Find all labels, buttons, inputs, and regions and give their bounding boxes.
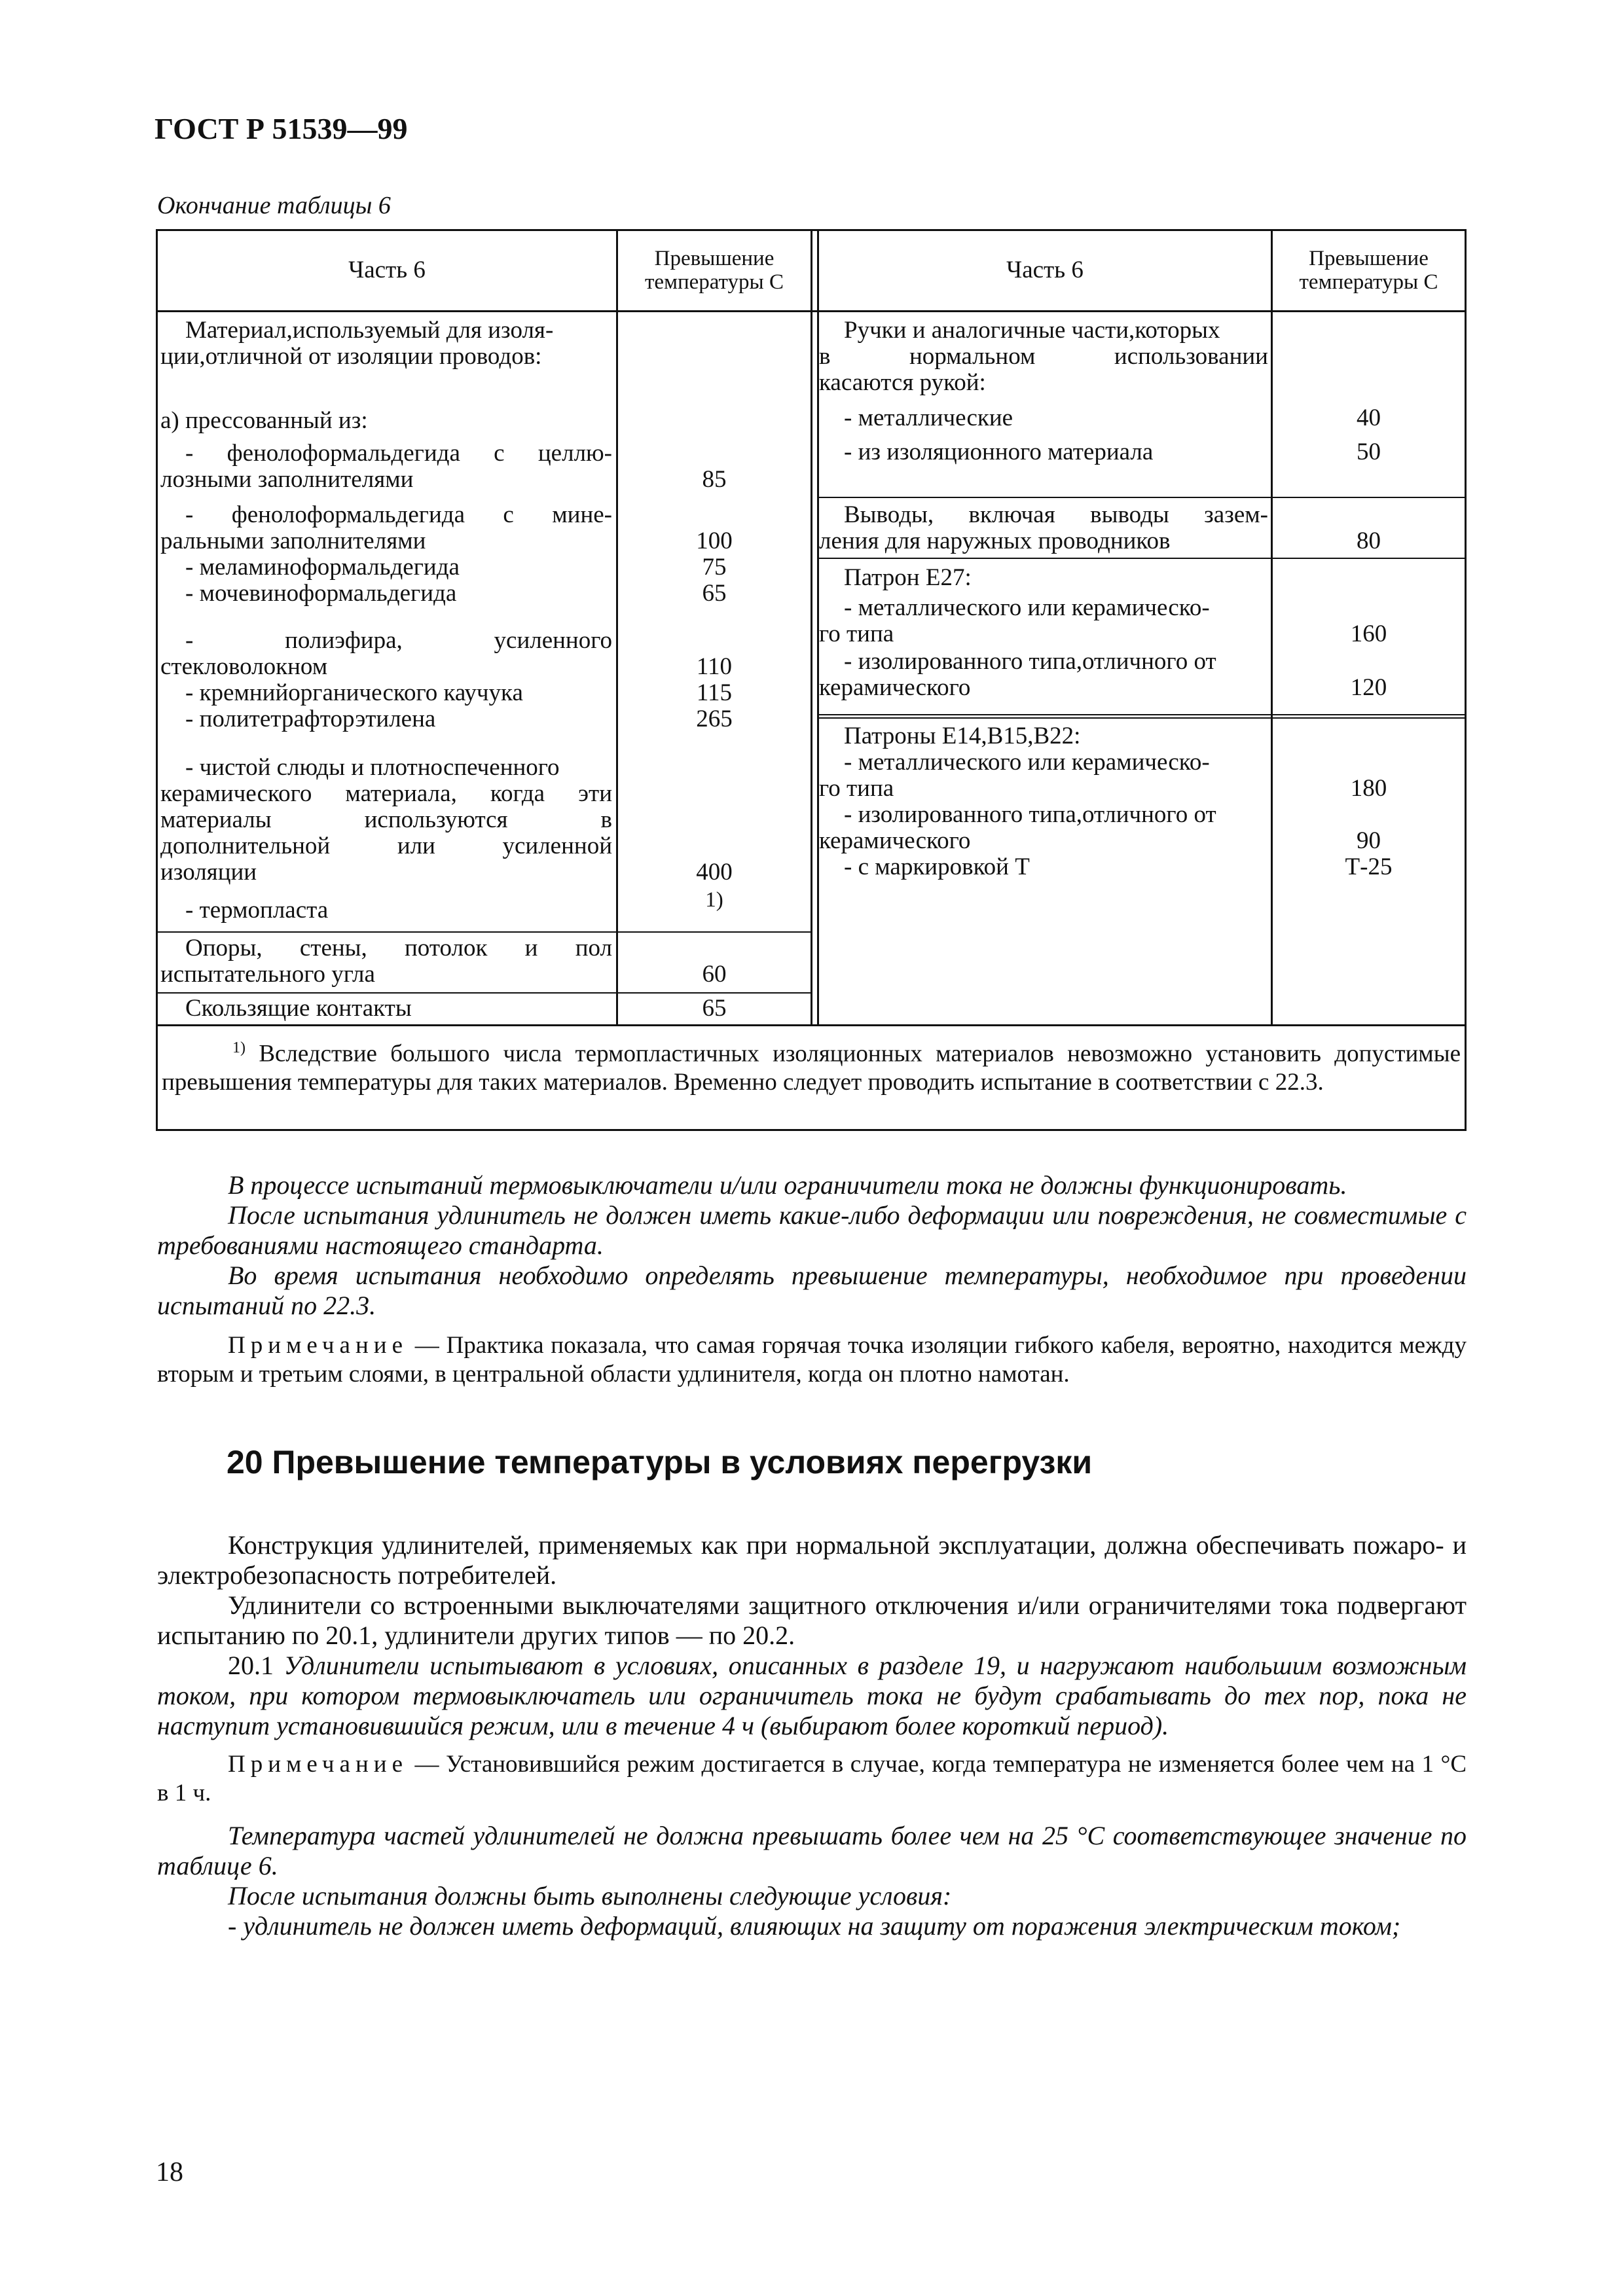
cell-text: - полиэфира, усиленного xyxy=(185,627,612,654)
clause-text: Удлинители испытывают в условиях, описанных в разделе 19, и нагружают наибольшим возможным током, при котором термовыключатель или ограничитель тока не будут срабатывать до тех пор, пока не наступит установившийся режим, или в течение 4 ч (выбирают более короткий период). xyxy=(157,1651,1467,1740)
cell-text: - мочевиноформальдегида xyxy=(185,580,457,607)
cell-text: Патроны Е14,В15,В22: xyxy=(844,723,1081,749)
cell-value: 50 xyxy=(1357,439,1381,465)
cell-value: 110 xyxy=(696,653,733,680)
cell-text: ции,отличной от изоляции проводов: xyxy=(160,343,542,370)
paragraph: После испытания удлинитель не должен иметь какие-либо деформации или повреждения, не совместимые с требованиями настоящего стандарта. xyxy=(157,1200,1467,1260)
cell-text: - меламиноформальдегида xyxy=(185,554,460,581)
table-caption: Окончание таблицы 6 xyxy=(157,192,391,219)
cell-text: Выводы, включая выводы зазем- xyxy=(844,501,1268,528)
row-rule xyxy=(158,992,812,994)
cell-value: 100 xyxy=(696,528,733,554)
cell-text: - чистой слюды и плотноспеченного xyxy=(185,754,560,781)
paragraph: - удлинитель не должен иметь деформаций, влияющих на защиту от поражения электрическим током; xyxy=(228,1911,1401,1941)
cell-text: дополнительной или усиленной xyxy=(160,833,612,859)
cell-value: 400 xyxy=(696,859,733,886)
cell-value: 115 xyxy=(696,679,733,706)
note xyxy=(157,1750,1467,1808)
page-number: 18 xyxy=(156,2157,183,2187)
cell-text: - кремнийорганического каучука xyxy=(185,679,523,706)
cell-text: Материал,используемый для изоля- xyxy=(185,317,554,344)
footnote-rule xyxy=(158,1024,1465,1026)
row-rule xyxy=(817,714,1465,715)
table-footnote xyxy=(162,1033,1461,1097)
cell-value: Т-25 xyxy=(1345,853,1393,880)
cell-text: - фенолоформальдегида с целлю- xyxy=(185,440,612,467)
cell-text: - металлические xyxy=(844,404,1013,431)
cell-text: Опоры, стены, потолок и пол xyxy=(185,935,612,961)
cell-text: в нормальном использовании xyxy=(819,343,1268,370)
cell-text: - с маркировкой Т xyxy=(844,853,1030,880)
cell-text: касаются рукой: xyxy=(819,369,986,396)
col-header-part-right: Часть 6 xyxy=(1006,257,1084,283)
cell-value: 120 xyxy=(1350,674,1387,701)
cell-value: 160 xyxy=(1350,620,1387,647)
row-rule xyxy=(817,717,1465,719)
cell-value: 90 xyxy=(1357,827,1381,854)
cell-text: керамического xyxy=(819,827,971,854)
paragraph: Во время испытания необходимо определять превышение температуры, необходимое при проведении испытаний по 22.3. xyxy=(157,1261,1467,1320)
cell-text: керамического xyxy=(819,674,971,701)
document-id: ГОСТ Р 51539—99 xyxy=(155,112,408,145)
cell-value: 1) xyxy=(705,888,723,912)
cell-text: - политетрафторэтилена xyxy=(185,706,436,732)
temperature-table xyxy=(156,229,1467,1131)
cell-text: - термопласта xyxy=(185,897,329,924)
paragraph: После испытания должны быть выполнены следующие условия: xyxy=(228,1881,952,1910)
cell-value: 265 xyxy=(696,706,733,732)
cell-value: 40 xyxy=(1357,404,1381,431)
cell-value: 85 xyxy=(702,466,727,493)
cell-text: - фенолоформальдегида с мине- xyxy=(185,501,612,528)
cell-text: го типа xyxy=(819,620,894,647)
cell-value: 60 xyxy=(702,961,727,988)
note xyxy=(157,1331,1467,1389)
cell-text: керамического материала, когда эти xyxy=(160,780,612,807)
cell-text: изоляции xyxy=(160,859,257,886)
body-block-1 xyxy=(157,1170,1467,1389)
cell-text: - металлического или керамическо- xyxy=(844,749,1210,776)
paragraph xyxy=(157,1651,1467,1741)
cell-text: испытательного угла xyxy=(160,961,375,988)
paragraph: Конструкция удлинителей, применяемых как при нормальной эксплуатации, должна обеспечивать пожаро- и электробезопасность потребителей. xyxy=(157,1530,1467,1590)
cell-text: лозными заполнителями xyxy=(160,466,414,493)
cell-text: - из изоляционного материала xyxy=(844,439,1154,465)
section-heading: 20 Превышение температуры в условиях перегрузки xyxy=(227,1444,1093,1480)
cell-text: - металлического или керамическо- xyxy=(844,594,1210,621)
cell-text: стекловолокном xyxy=(160,653,328,680)
cell-value: 65 xyxy=(702,995,727,1022)
row-rule xyxy=(817,558,1465,559)
cell-value: 75 xyxy=(702,554,727,581)
footnote-text: Вследствие большого числа термопластичных изоляционных материалов невозможно установить допустимые превышения температуры для таких материалов. Временно следует проводить испытание в соответствии с 22.3. xyxy=(162,1040,1461,1096)
cell-text: Скользящие контакты xyxy=(185,995,412,1022)
col-divider xyxy=(811,231,812,1024)
note-text: — Установившийся режим достигается в случае, когда температура не изменяется более чем на 1 °С в 1 ч. xyxy=(157,1751,1467,1806)
col-header-part-left: Часть 6 xyxy=(348,257,426,283)
paragraph: Температура частей удлинителей не должна превышать более чем на 25 °С соответствующее значение по таблице 6. xyxy=(157,1821,1467,1880)
cell-value: 180 xyxy=(1350,775,1387,802)
cell-text: а) прессованный из: xyxy=(160,407,368,434)
cell-text: ральными заполнителями xyxy=(160,528,426,554)
paragraph: В процессе испытаний термовыключатели и/или ограничители тока не должны функционировать. xyxy=(228,1170,1347,1200)
cell-text: - изолированного типа,отличного от xyxy=(844,648,1216,675)
note-label: Примечание xyxy=(228,1751,408,1778)
cell-value: 80 xyxy=(1357,528,1381,554)
body-block-2 xyxy=(157,1530,1467,1941)
row-rule xyxy=(158,931,812,933)
row-rule xyxy=(817,497,1465,498)
cell-text: Патрон Е27: xyxy=(844,564,972,591)
cell-value: 65 xyxy=(702,580,727,607)
note-text: — Практика показала, что самая горячая точка изоляции гибкого кабеля, вероятно, находится между вторым и третьим слоями, в центральной области удлинителя, когда он плотно намотан. xyxy=(157,1332,1467,1388)
col-header-temp-left: Превышение температуры С xyxy=(645,247,784,294)
cell-text: - изолированного типа,отличного от xyxy=(844,801,1216,828)
col-header-temp-right: Превышение температуры С xyxy=(1299,247,1438,294)
cell-text: го типа xyxy=(819,775,894,802)
cell-text: ления для наружных проводников xyxy=(819,528,1171,554)
header-rule xyxy=(158,310,1465,312)
note-label: Примечание xyxy=(228,1332,408,1359)
cell-text: материалы используются в xyxy=(160,806,612,833)
paragraph: Удлинители со встроенными выключателями защитного отключения и/или ограничителями тока подвергают испытанию по 20.1, удлинители других типов — по 20.2. xyxy=(157,1590,1467,1650)
cell-text: Ручки и аналогичные части,которых xyxy=(844,317,1220,344)
clause-number: 20.1 xyxy=(228,1651,274,1680)
footnote-mark: 1) xyxy=(232,1039,246,1056)
